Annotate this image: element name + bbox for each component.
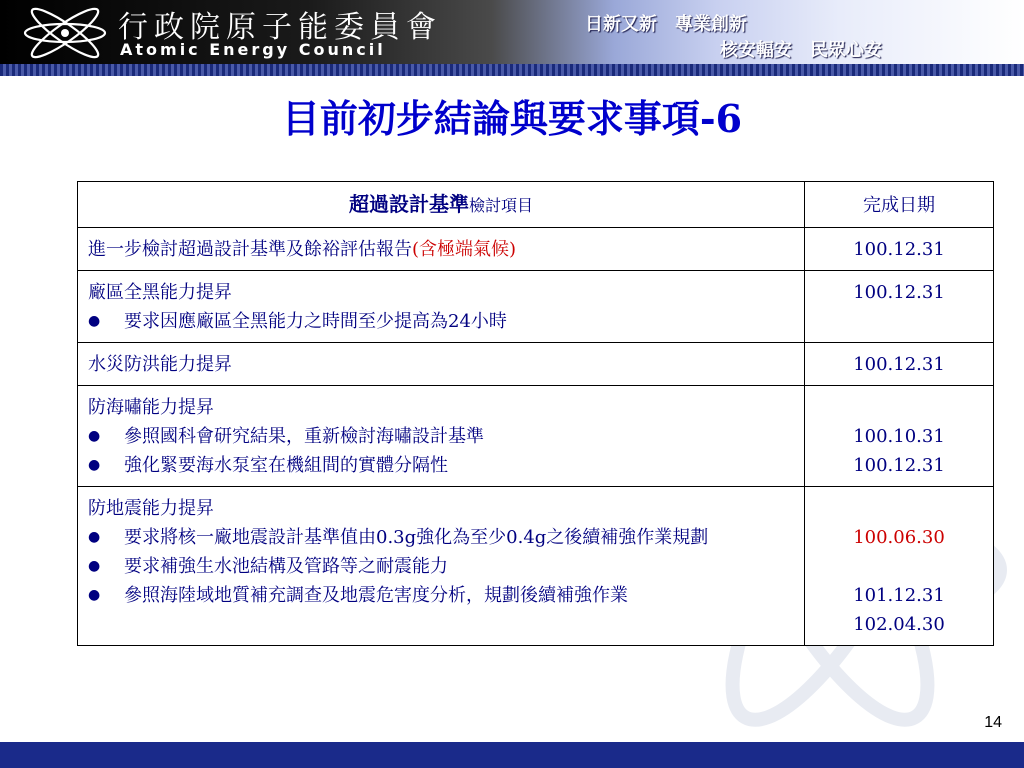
completion-date: 100.12.31 — [853, 282, 945, 303]
motto-line-2: 核安輻安 民眾心安 — [720, 40, 882, 61]
list-item — [88, 523, 794, 552]
date-cell — [805, 228, 994, 271]
bullet-text: 參照國科會研究結果，重新檢討海嘯設計基準 — [124, 426, 484, 447]
bullet-dot-icon: ● — [88, 313, 101, 329]
completion-date: 101.12.31 — [853, 585, 945, 606]
header-date-cell: 完成日期 — [805, 182, 994, 228]
table-row — [78, 343, 994, 386]
bullet-dot-icon: ● — [88, 428, 101, 444]
table-header-row — [78, 182, 994, 228]
list-item — [88, 307, 794, 336]
bullet-dot-icon: ● — [88, 529, 101, 545]
page-number: 14 — [984, 714, 1002, 731]
list-item — [88, 552, 794, 581]
row-title: 水災防洪能力提昇 — [88, 354, 232, 375]
bullet-dot-icon: ● — [88, 457, 101, 473]
item-cell — [78, 487, 805, 646]
header-item-strong: 超過設計基準 — [348, 192, 469, 216]
date-cell — [805, 386, 994, 487]
bullet-text: 要求將核一廠地震設計基準值由0.3g強化為至少0.4g之後續補強作業規劃 — [124, 527, 709, 548]
row-title: 防地震能力提昇 — [88, 498, 214, 519]
requirements-table — [77, 181, 994, 646]
completion-date: 100.12.31 — [853, 239, 945, 260]
header-banner — [0, 0, 1024, 64]
date-cell — [805, 487, 994, 646]
date-cell — [805, 343, 994, 386]
bullet-dot-icon: ● — [88, 558, 101, 574]
list-item — [88, 581, 794, 610]
bullet-text: 強化緊要海水泵室在機組間的實體分隔性 — [124, 455, 448, 476]
completion-date: 100.10.31 — [853, 426, 945, 447]
table-row — [78, 271, 994, 343]
bullet-text: 要求因應廠區全黑能力之時間至少提高為24小時 — [124, 311, 507, 332]
row-title: 防海嘯能力提昇 — [88, 397, 214, 418]
item-cell — [78, 386, 805, 487]
table-row — [78, 487, 994, 646]
header-item-cell — [78, 182, 805, 228]
row-title: 進一步檢討超過設計基準及餘裕評估報告 — [88, 239, 412, 260]
row-title-note: (含極端氣候) — [412, 239, 517, 260]
list-item — [88, 422, 794, 451]
item-cell — [78, 343, 805, 386]
motto-line-1: 日新又新 專業創新 — [585, 14, 747, 35]
completion-date: 100.12.31 — [853, 354, 945, 375]
slide-title: 目前初步結論與要求事項-6 — [281, 96, 743, 141]
bullet-text: 參照海陸域地質補充調查及地震危害度分析，規劃後續補強作業 — [124, 585, 628, 606]
completion-date: 102.04.30 — [853, 614, 945, 635]
atom-logo-icon — [20, 6, 110, 60]
item-cell — [78, 271, 805, 343]
date-cell — [805, 271, 994, 343]
completion-date-highlight: 100.06.30 — [853, 527, 945, 548]
row-title: 廠區全黑能力提昇 — [88, 282, 232, 303]
banner-divider-strip — [0, 64, 1024, 76]
completion-date: 100.12.31 — [853, 455, 945, 476]
list-item — [88, 451, 794, 480]
table-row — [78, 228, 994, 271]
footer-bar — [0, 742, 1024, 768]
org-name-en: Atomic Energy Council — [120, 40, 386, 59]
bullet-text: 要求補強生水池結構及管路等之耐震能力 — [124, 556, 448, 577]
item-cell — [78, 228, 805, 271]
org-name-zh: 行政院原子能委員會 — [118, 10, 442, 45]
header-item-rest: 檢討項目 — [468, 196, 533, 215]
bullet-dot-icon: ● — [88, 587, 101, 603]
table-row — [78, 386, 994, 487]
